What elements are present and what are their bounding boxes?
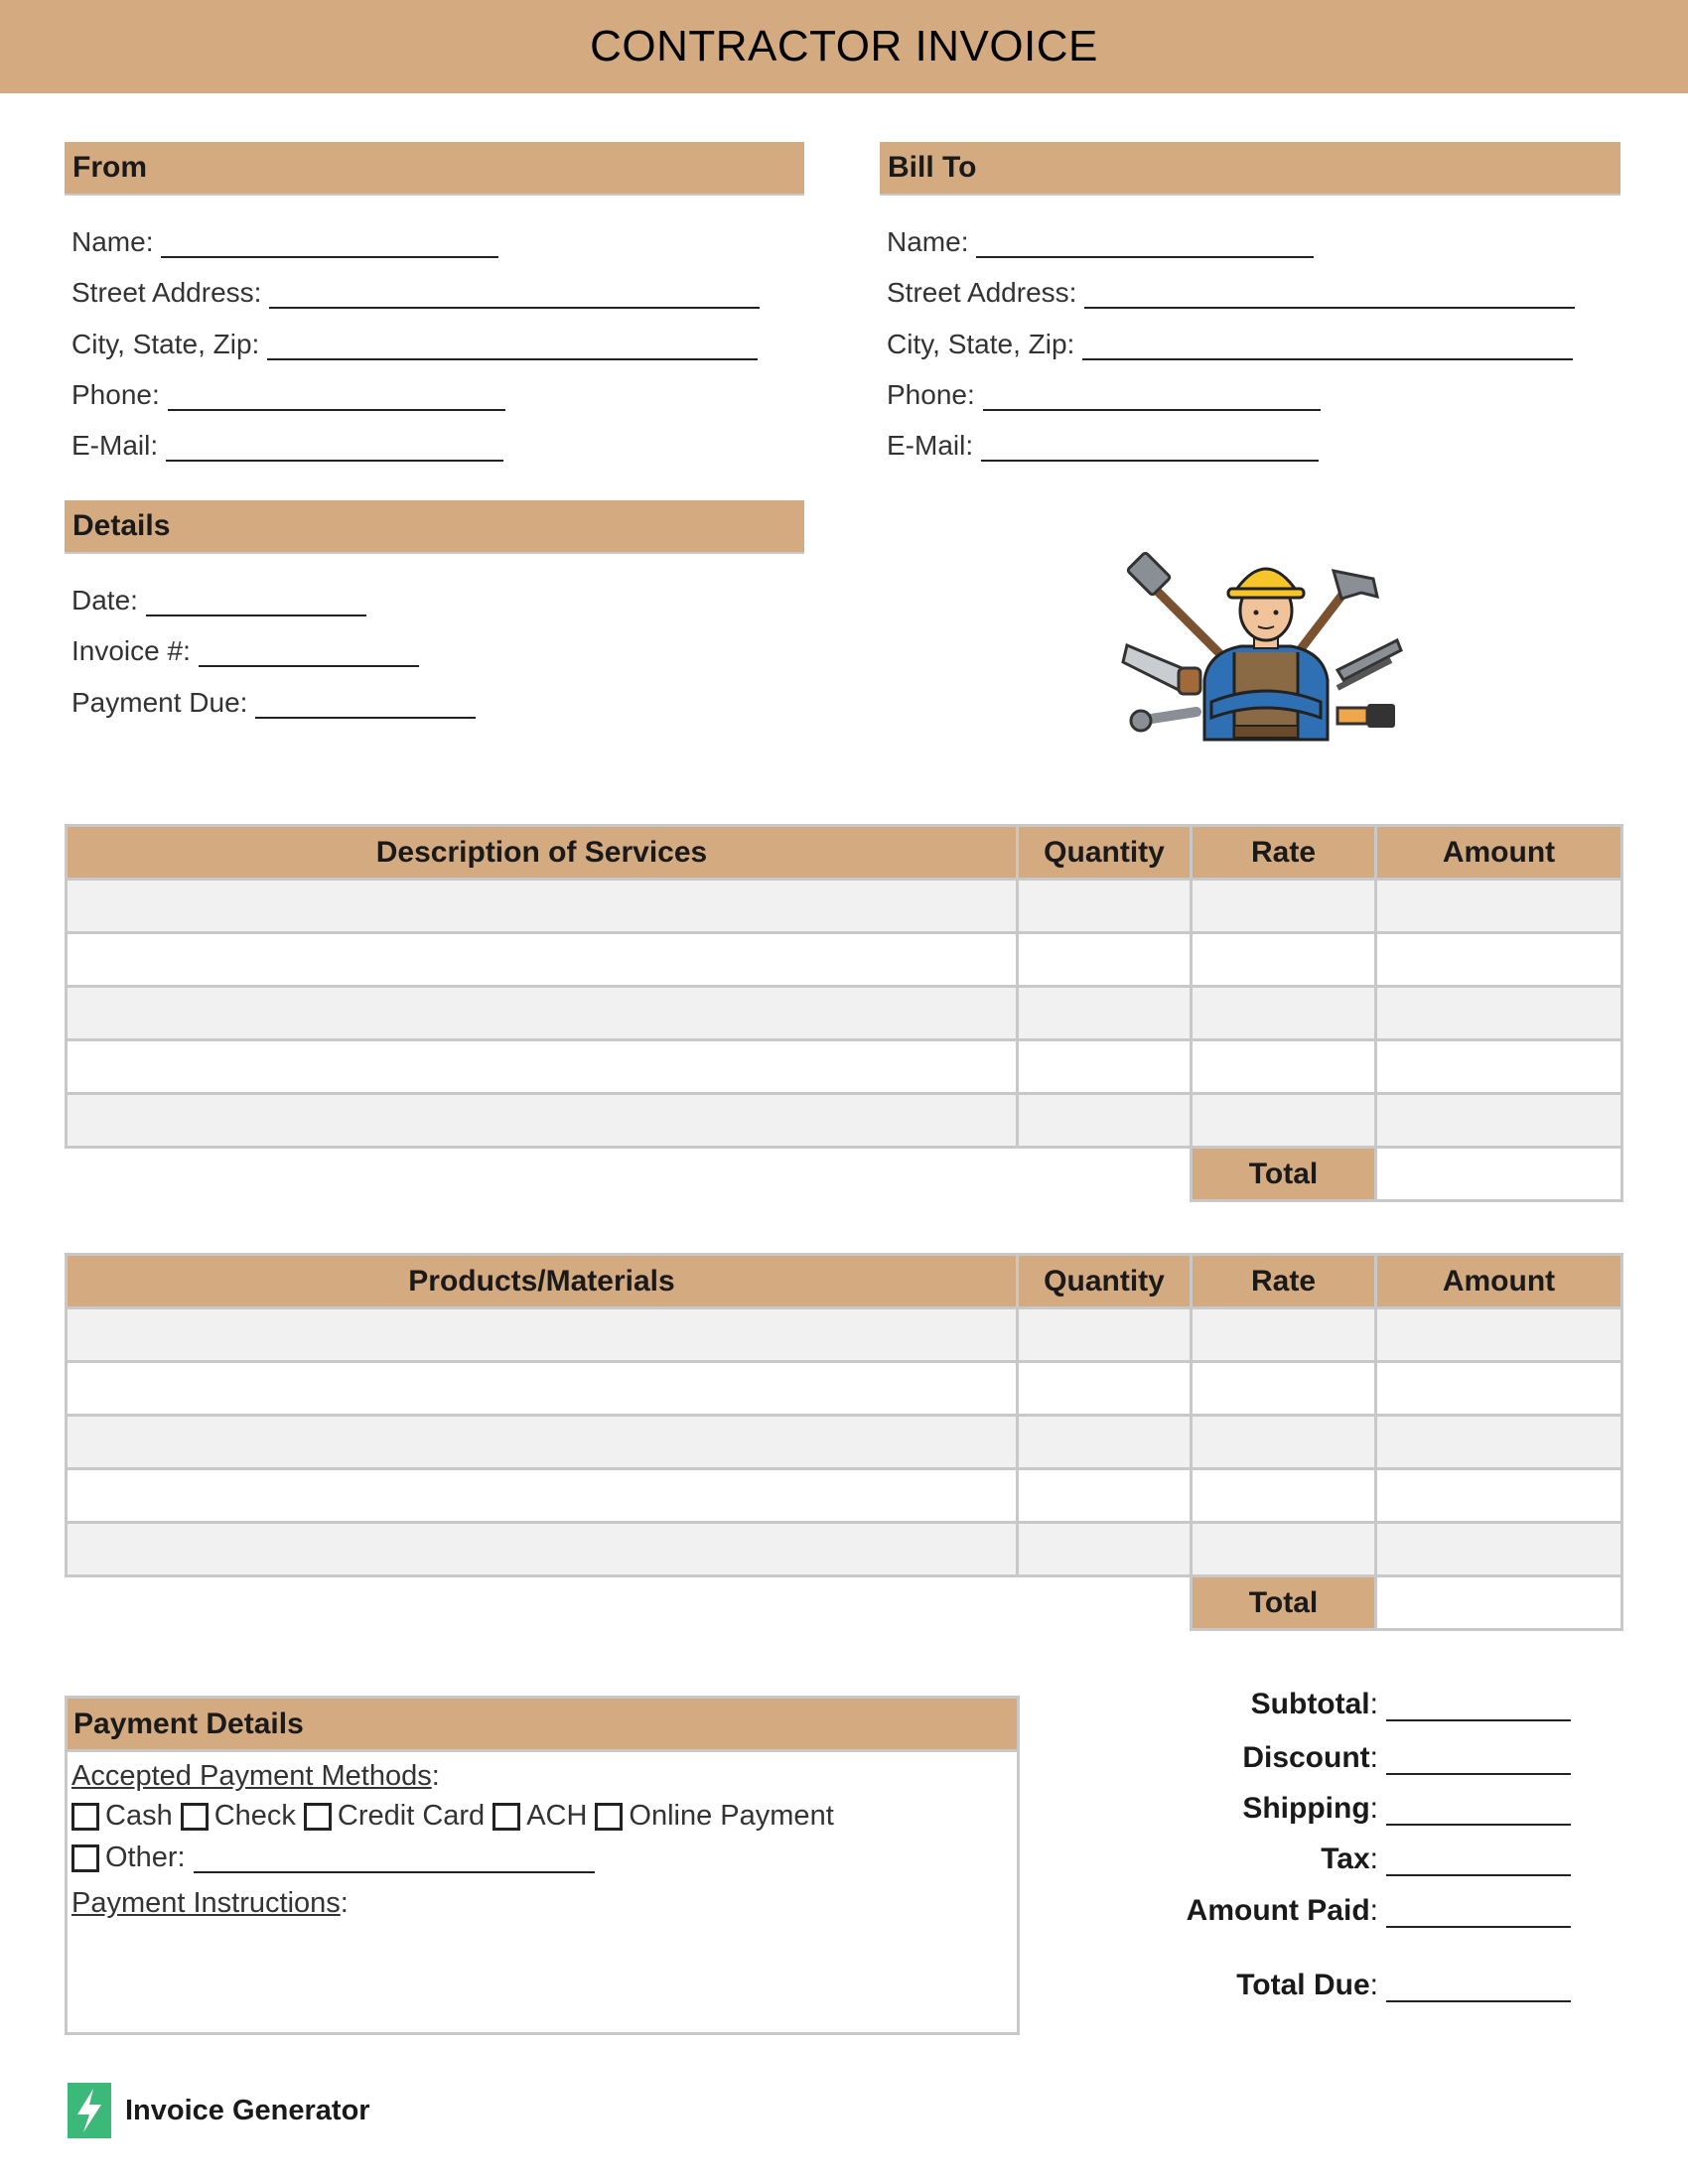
materials-total-row (67, 1576, 1622, 1630)
table-cell[interactable] (1018, 1523, 1192, 1576)
checkbox-icon[interactable] (304, 1803, 332, 1831)
credit-card-option[interactable] (302, 1800, 485, 1833)
worker-icon (1204, 569, 1328, 740)
table-row (67, 987, 1622, 1040)
from-heading: From (72, 151, 147, 184)
shipping-row[interactable]: Shipping : (1242, 1792, 1571, 1826)
subtotal-label: Subtotal (1250, 1688, 1370, 1720)
materials-rate-header: Rate (1192, 1255, 1376, 1308)
table-cell[interactable] (1376, 987, 1622, 1040)
from-street-label: Street Address: (71, 277, 262, 308)
table-row (67, 1094, 1622, 1148)
bill-to-heading: Bill To (888, 151, 977, 184)
document-title: CONTRACTOR INVOICE (590, 22, 1098, 70)
table-cell[interactable] (1192, 1416, 1376, 1469)
payment-details-header (68, 1699, 1017, 1752)
services-description-header: Description of Services (67, 826, 1018, 880)
bill-to-city-field[interactable] (887, 329, 1573, 360)
other-method-row[interactable] (70, 1842, 595, 1874)
pliers-icon (1337, 640, 1401, 688)
hammer-icon (1127, 552, 1226, 660)
bill-to-name-field[interactable] (887, 226, 1314, 258)
materials-quantity-header: Quantity (1018, 1255, 1192, 1308)
paint-brush-icon (1337, 704, 1395, 728)
details-header (65, 500, 804, 554)
table-cell[interactable] (1018, 933, 1192, 987)
table-cell[interactable] (1018, 987, 1192, 1040)
services-header-row (67, 826, 1622, 880)
table-cell[interactable] (1018, 1362, 1192, 1416)
from-phone-label: Phone: (71, 379, 160, 410)
table-cell[interactable] (1018, 880, 1192, 933)
ach-option[interactable] (491, 1800, 587, 1833)
table-cell[interactable] (1018, 1040, 1192, 1094)
bill-to-email-label: E-Mail: (887, 430, 974, 461)
table-cell[interactable] (1192, 1040, 1376, 1094)
from-street-field[interactable] (71, 277, 760, 309)
table-cell[interactable] (1192, 1523, 1376, 1576)
materials-header-row (67, 1255, 1622, 1308)
services-amount-header: Amount (1376, 826, 1622, 880)
date-label: Date: (71, 585, 138, 615)
claw-hammer-icon (1294, 571, 1377, 658)
materials-description-header: Products/Materials (67, 1255, 1018, 1308)
table-row (67, 1469, 1622, 1523)
other-label: Other: (105, 1842, 186, 1873)
online-payment-option[interactable] (593, 1800, 833, 1833)
table-cell[interactable] (67, 1308, 1018, 1362)
table-row (67, 1362, 1622, 1416)
checkbox-icon[interactable] (492, 1803, 520, 1831)
total-due-row[interactable]: Total Due : (1236, 1969, 1571, 2002)
footer-brand-label: Invoice Generator (125, 2094, 370, 2126)
table-row (67, 1523, 1622, 1576)
table-cell[interactable] (67, 1523, 1018, 1576)
table-cell[interactable] (1376, 1040, 1622, 1094)
table-cell[interactable] (1376, 1362, 1622, 1416)
bill-to-name-label: Name: (887, 226, 969, 257)
table-cell[interactable] (1192, 1308, 1376, 1362)
from-city-field[interactable] (71, 329, 758, 360)
wrench-icon (1131, 711, 1196, 731)
title-banner (0, 0, 1688, 93)
table-cell[interactable] (67, 1040, 1018, 1094)
table-cell[interactable] (1018, 1469, 1192, 1523)
payment-instructions-row: Payment Instructions : (71, 1887, 349, 1919)
table-cell[interactable] (67, 1094, 1018, 1148)
discount-row[interactable]: Discount : (1242, 1741, 1571, 1775)
table-cell[interactable] (67, 1362, 1018, 1416)
table-cell[interactable] (1192, 1094, 1376, 1148)
services-total-label: Total (1192, 1148, 1376, 1201)
payment-details-box (65, 1696, 1020, 2035)
tax-row[interactable]: Tax : (1321, 1843, 1571, 1876)
table-cell[interactable] (1376, 1416, 1622, 1469)
materials-amount-header: Amount (1376, 1255, 1622, 1308)
table-cell[interactable] (1018, 1308, 1192, 1362)
table-cell[interactable] (1018, 1094, 1192, 1148)
table-cell[interactable] (1376, 880, 1622, 933)
shipping-label: Shipping (1242, 1792, 1370, 1825)
table-row (67, 1040, 1622, 1094)
table-cell[interactable] (67, 987, 1018, 1040)
table-row (67, 1308, 1622, 1362)
footer-brand[interactable] (68, 2083, 370, 2138)
invoice-generator-logo-icon (68, 2083, 111, 2138)
payment-due-label: Payment Due: (71, 687, 248, 718)
accepted-methods-row: Accepted Payment Methods : (71, 1760, 440, 1792)
from-email-label: E-Mail: (71, 430, 159, 461)
checkbox-icon[interactable] (71, 1844, 99, 1872)
payment-methods-row (70, 1800, 840, 1833)
table-cell[interactable] (67, 933, 1018, 987)
from-name-label: Name: (71, 226, 154, 257)
from-city-label: City, State, Zip: (71, 329, 260, 359)
table-cell[interactable] (1192, 933, 1376, 987)
credit-card-label: Credit Card (337, 1800, 486, 1832)
payment-instructions-label: Payment Instructions (71, 1887, 341, 1919)
table-cell[interactable] (1376, 1523, 1622, 1576)
checkbox-icon[interactable] (181, 1803, 209, 1831)
table-cell[interactable] (1376, 1469, 1622, 1523)
from-email-field[interactable] (71, 430, 503, 462)
services-total-row (67, 1148, 1622, 1201)
details-heading: Details (72, 509, 171, 542)
check-option[interactable] (179, 1800, 296, 1833)
table-cell[interactable] (1376, 1094, 1622, 1148)
services-quantity-header: Quantity (1018, 826, 1192, 880)
contractor-with-tools-illustration (1117, 541, 1415, 750)
table-row (67, 1416, 1622, 1469)
table-cell[interactable] (67, 1416, 1018, 1469)
services-rate-header: Rate (1192, 826, 1376, 880)
subtotal-row[interactable]: Subtotal : (1251, 1688, 1571, 1721)
materials-total-value[interactable] (1376, 1576, 1622, 1630)
table-cell[interactable] (1018, 1416, 1192, 1469)
checkbox-icon[interactable] (595, 1803, 623, 1831)
bill-to-email-field[interactable] (887, 430, 1319, 462)
checkbox-icon[interactable] (71, 1803, 99, 1831)
amount-paid-label: Amount Paid (1186, 1894, 1370, 1927)
online-payment-label: Online Payment (629, 1800, 834, 1832)
materials-table (65, 1253, 1623, 1631)
ach-label: ACH (526, 1800, 588, 1832)
amount-paid-row[interactable]: Amount Paid : (1187, 1894, 1571, 1928)
check-label: Check (213, 1800, 296, 1832)
bill-to-phone-field[interactable] (887, 379, 1321, 411)
invoice-number-field[interactable] (71, 635, 419, 667)
date-field[interactable] (71, 585, 366, 616)
tax-label: Tax (1321, 1843, 1370, 1875)
bill-to-street-label: Street Address: (887, 277, 1077, 308)
table-cell[interactable] (1192, 1362, 1376, 1416)
table-cell[interactable] (67, 1469, 1018, 1523)
accepted-methods-label: Accepted Payment Methods (71, 1760, 432, 1792)
total-due-label: Total Due (1236, 1969, 1370, 2001)
table-cell[interactable] (1192, 880, 1376, 933)
table-cell[interactable] (1376, 1308, 1622, 1362)
services-total-value[interactable] (1376, 1148, 1622, 1201)
materials-total-label: Total (1192, 1576, 1376, 1630)
bill-to-header (880, 142, 1620, 196)
payment-due-field[interactable] (71, 687, 476, 719)
bill-to-phone-label: Phone: (887, 379, 975, 410)
discount-label: Discount (1242, 1741, 1370, 1774)
from-name-field[interactable] (71, 226, 498, 258)
cash-option[interactable] (70, 1800, 173, 1833)
services-table (65, 824, 1623, 1202)
table-cell[interactable] (1376, 933, 1622, 987)
bill-to-city-label: City, State, Zip: (887, 329, 1075, 359)
table-row (67, 880, 1622, 933)
saw-icon (1123, 645, 1200, 694)
table-row (67, 933, 1622, 987)
table-cell[interactable] (67, 880, 1018, 933)
bill-to-street-field[interactable] (887, 277, 1575, 309)
table-cell[interactable] (1192, 987, 1376, 1040)
payment-details-heading: Payment Details (73, 1706, 304, 1740)
from-header (65, 142, 804, 196)
other-method-line[interactable] (194, 1843, 595, 1873)
from-phone-field[interactable] (71, 379, 505, 411)
invoice-number-label: Invoice #: (71, 635, 191, 666)
cash-label: Cash (105, 1800, 173, 1832)
table-cell[interactable] (1192, 1469, 1376, 1523)
